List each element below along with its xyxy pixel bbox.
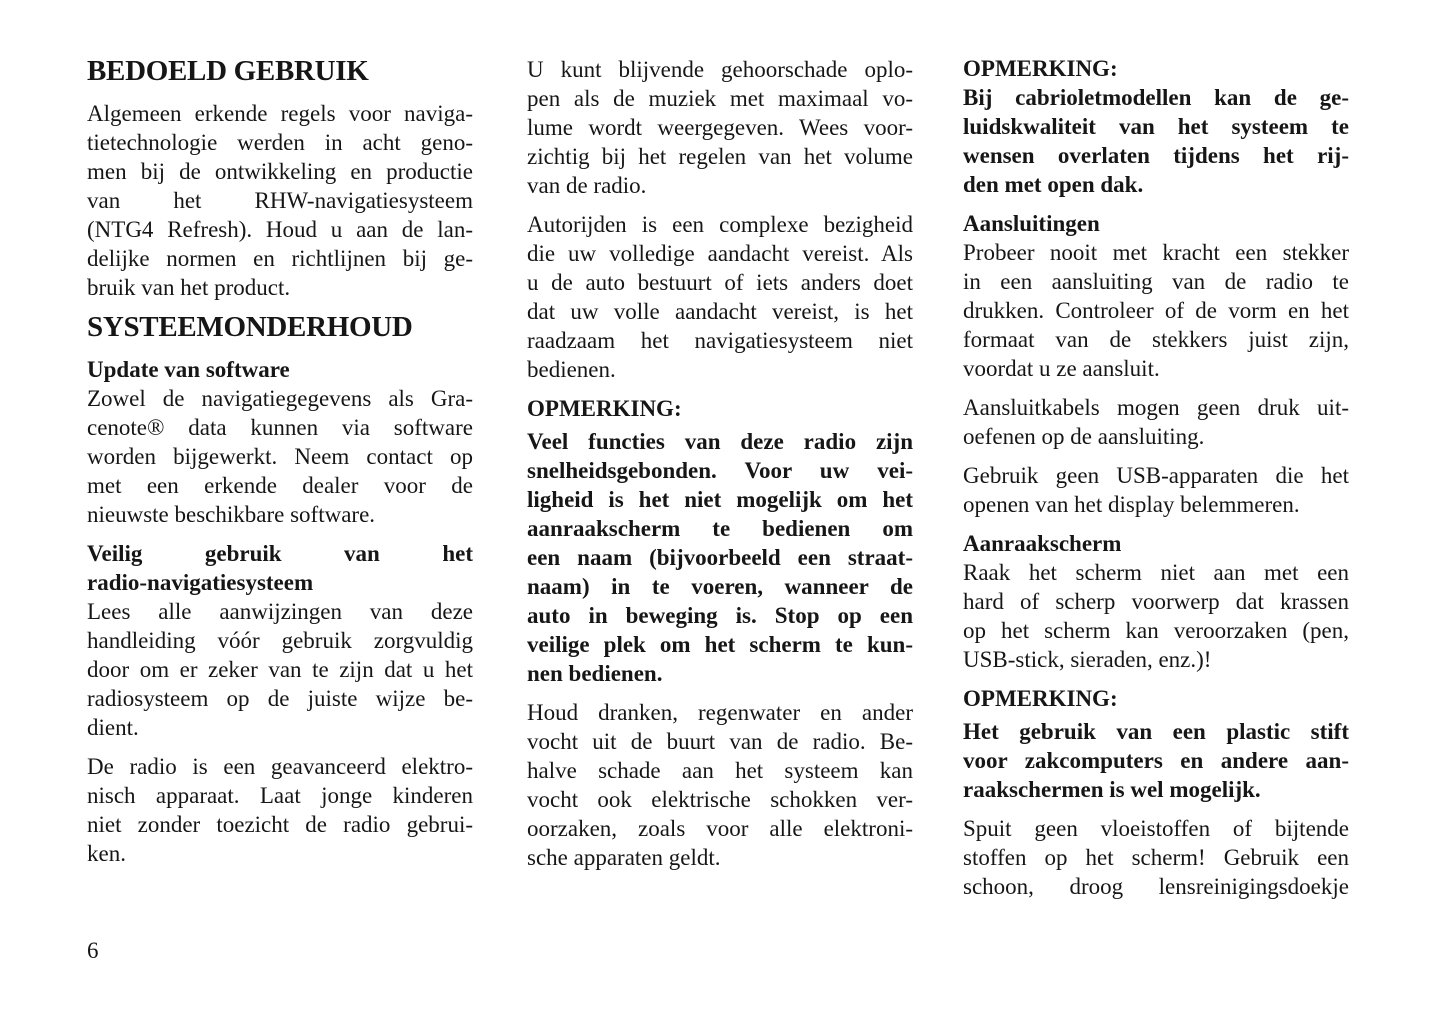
text-line: veilige plek om het scherm te kun- (527, 632, 913, 657)
text-line: men bij de ontwikkeling en productie (87, 159, 473, 184)
text-line: voordat u ze aansluit. (963, 356, 1160, 381)
text-line: Autorijden is een complexe bezigheid (527, 212, 913, 237)
text-line: voor zakcomputers en andere aan- (963, 748, 1349, 773)
text-line: in een aansluiting van de radio te (963, 269, 1349, 294)
note-paragraph (963, 83, 1349, 199)
paragraph (963, 461, 1349, 519)
paragraph (87, 99, 473, 302)
section-heading (87, 54, 473, 89)
text-line: Houd dranken, regenwater en ander (527, 700, 913, 725)
text-line: Het gebruik van een plastic stift (963, 719, 1349, 744)
text-line: bedienen. (527, 357, 616, 382)
text-line: nieuwste beschikbare software. (87, 502, 376, 527)
text-line: u de auto bestuurt of iets anders doet (527, 270, 913, 295)
subheading (963, 529, 1349, 558)
text-line: Lees alle aanwijzingen van deze (87, 599, 473, 624)
text-line: openen van het display belemmeren. (963, 492, 1300, 517)
text-line: auto in beweging is. Stop op een (527, 603, 913, 628)
text-line: Veel functies van deze radio zijn (527, 429, 913, 454)
paragraph (527, 55, 913, 200)
text-line: delijke normen en richtlijnen bij ge- (87, 246, 473, 271)
text-line: luidskwaliteit van het systeem te (963, 114, 1349, 139)
text-line: SYSTEEMONDERHOUD (87, 311, 413, 343)
paragraph (527, 698, 913, 872)
text-line: met een erkende dealer voor de (87, 473, 473, 498)
text-line: tietechnologie werden in acht geno- (87, 130, 473, 155)
subheading (87, 355, 473, 384)
text-line: nen bedienen. (527, 661, 663, 686)
text-line: USB-stick, sieraden, enz.)! (963, 647, 1212, 672)
text-line: Raak het scherm niet aan met een (963, 560, 1349, 585)
column-middle (527, 55, 913, 872)
text-line: dient. (87, 715, 139, 740)
text-line: vocht uit de buurt van de radio. Be- (527, 729, 913, 754)
note-label (963, 54, 1349, 83)
text-line: Gebruik geen USB-apparaten die het (963, 463, 1349, 488)
text-line: lume wordt weergegeven. Wees voor- (527, 115, 913, 140)
text-line: sche apparaten geldt. (527, 845, 721, 870)
note-label (527, 394, 913, 423)
text-line: die uw volledige aandacht vereist. Als (527, 241, 913, 266)
text-line: wensen overlaten tijdens het rij- (963, 143, 1349, 168)
text-line: niet zonder toezicht de radio gebrui- (87, 812, 473, 837)
text-line: ligheid is het niet mogelijk om het (527, 487, 913, 512)
paragraph (963, 238, 1349, 383)
text-line: cenote® data kunnen via software (87, 415, 473, 440)
text-line: radio-navigatiesysteem (87, 570, 314, 595)
paragraph (87, 597, 473, 742)
text-line: ken. (87, 841, 126, 866)
column-right (963, 54, 1349, 901)
text-line: oorzaken, zoals voor alle elektroni- (527, 816, 913, 841)
text-line: Spuit geen vloeistoffen of bijtende (963, 816, 1349, 841)
text-line: zichtig bij het regelen van het volume (527, 144, 913, 169)
text-line: pen als de muziek met maximaal vo- (527, 86, 913, 111)
text-line: van het RHW-navigatiesysteem (87, 188, 473, 213)
text-line: hard of scherp voorwerp dat krassen (963, 589, 1349, 614)
subheading (87, 539, 473, 597)
text-line: formaat van de stekkers juist zijn, (963, 327, 1349, 352)
text-line: drukken. Controleer of de vorm en het (963, 298, 1349, 323)
text-line: BEDOELD GEBRUIK (87, 55, 369, 87)
text-line: halve schade aan het systeem kan (527, 758, 913, 783)
paragraph (87, 384, 473, 529)
subheading (963, 209, 1349, 238)
text-line: Aansluitingen (963, 211, 1100, 236)
text-line: radiosysteem op de juiste wijze be- (87, 686, 473, 711)
text-line: Update van software (87, 357, 290, 382)
text-line: nisch apparaat. Laat jonge kinderen (87, 783, 473, 808)
text-line: den met open dak. (963, 172, 1144, 197)
text-line: U kunt blijvende gehoorschade oplo- (527, 57, 913, 82)
text-line: Zowel de navigatiegegevens als Gra- (87, 386, 473, 411)
section-heading (87, 310, 473, 345)
text-line: Aanraakscherm (963, 531, 1122, 556)
note-paragraph (527, 427, 913, 688)
text-line: OPMERKING: (527, 396, 682, 421)
text-line: worden bijgewerkt. Neem contact op (87, 444, 473, 469)
note-label (963, 684, 1349, 713)
note-paragraph (963, 717, 1349, 804)
text-line: raadzaam het navigatiesysteem niet (527, 328, 913, 353)
text-line: Aansluitkabels mogen geen druk uit- (963, 395, 1349, 420)
text-line: stoffen op het scherm! Gebruik een (963, 845, 1349, 870)
text-line: Algemeen erkende regels voor naviga- (87, 101, 473, 126)
text-line: op het scherm kan veroorzaken (pen, (963, 618, 1349, 643)
text-line: een naam (bijvoorbeeld een straat- (527, 545, 913, 570)
text-line: OPMERKING: (963, 56, 1118, 81)
paragraph (963, 814, 1349, 901)
text-line: bruik van het product. (87, 275, 291, 300)
page-number: 6 (87, 938, 99, 963)
text-line: oefenen op de aansluiting. (963, 424, 1205, 449)
column-left (87, 54, 473, 868)
text-line: van de radio. (527, 173, 647, 198)
text-line: door om er zeker van te zijn dat u het (87, 657, 473, 682)
paragraph (963, 393, 1349, 451)
text-line: Bij cabrioletmodellen kan de ge- (963, 85, 1349, 110)
text-line: schoon, droog lensreinigingsdoekje (963, 874, 1349, 899)
text-line: handleiding vóór gebruik zorgvuldig (87, 628, 473, 653)
text-line: Probeer nooit met kracht een stekker (963, 240, 1349, 265)
text-line: raakschermen is wel mogelijk. (963, 777, 1261, 802)
text-line: aanraakscherm te bedienen om (527, 516, 913, 541)
paragraph (963, 558, 1349, 674)
text-line: dat uw volle aandacht vereist, is het (527, 299, 913, 324)
text-line: naam) in te voeren, wanneer de (527, 574, 913, 599)
text-line: Veilig gebruik van het (87, 541, 473, 566)
text-line: De radio is een geavanceerd elektro- (87, 754, 473, 779)
text-line: OPMERKING: (963, 686, 1118, 711)
paragraph (87, 752, 473, 868)
text-line: vocht ook elektrische schokken ver- (527, 787, 913, 812)
text-line: (NTG4 Refresh). Houd u aan de lan- (87, 217, 473, 242)
paragraph (527, 210, 913, 384)
text-line: snelheidsgebonden. Voor uw vei- (527, 458, 913, 483)
